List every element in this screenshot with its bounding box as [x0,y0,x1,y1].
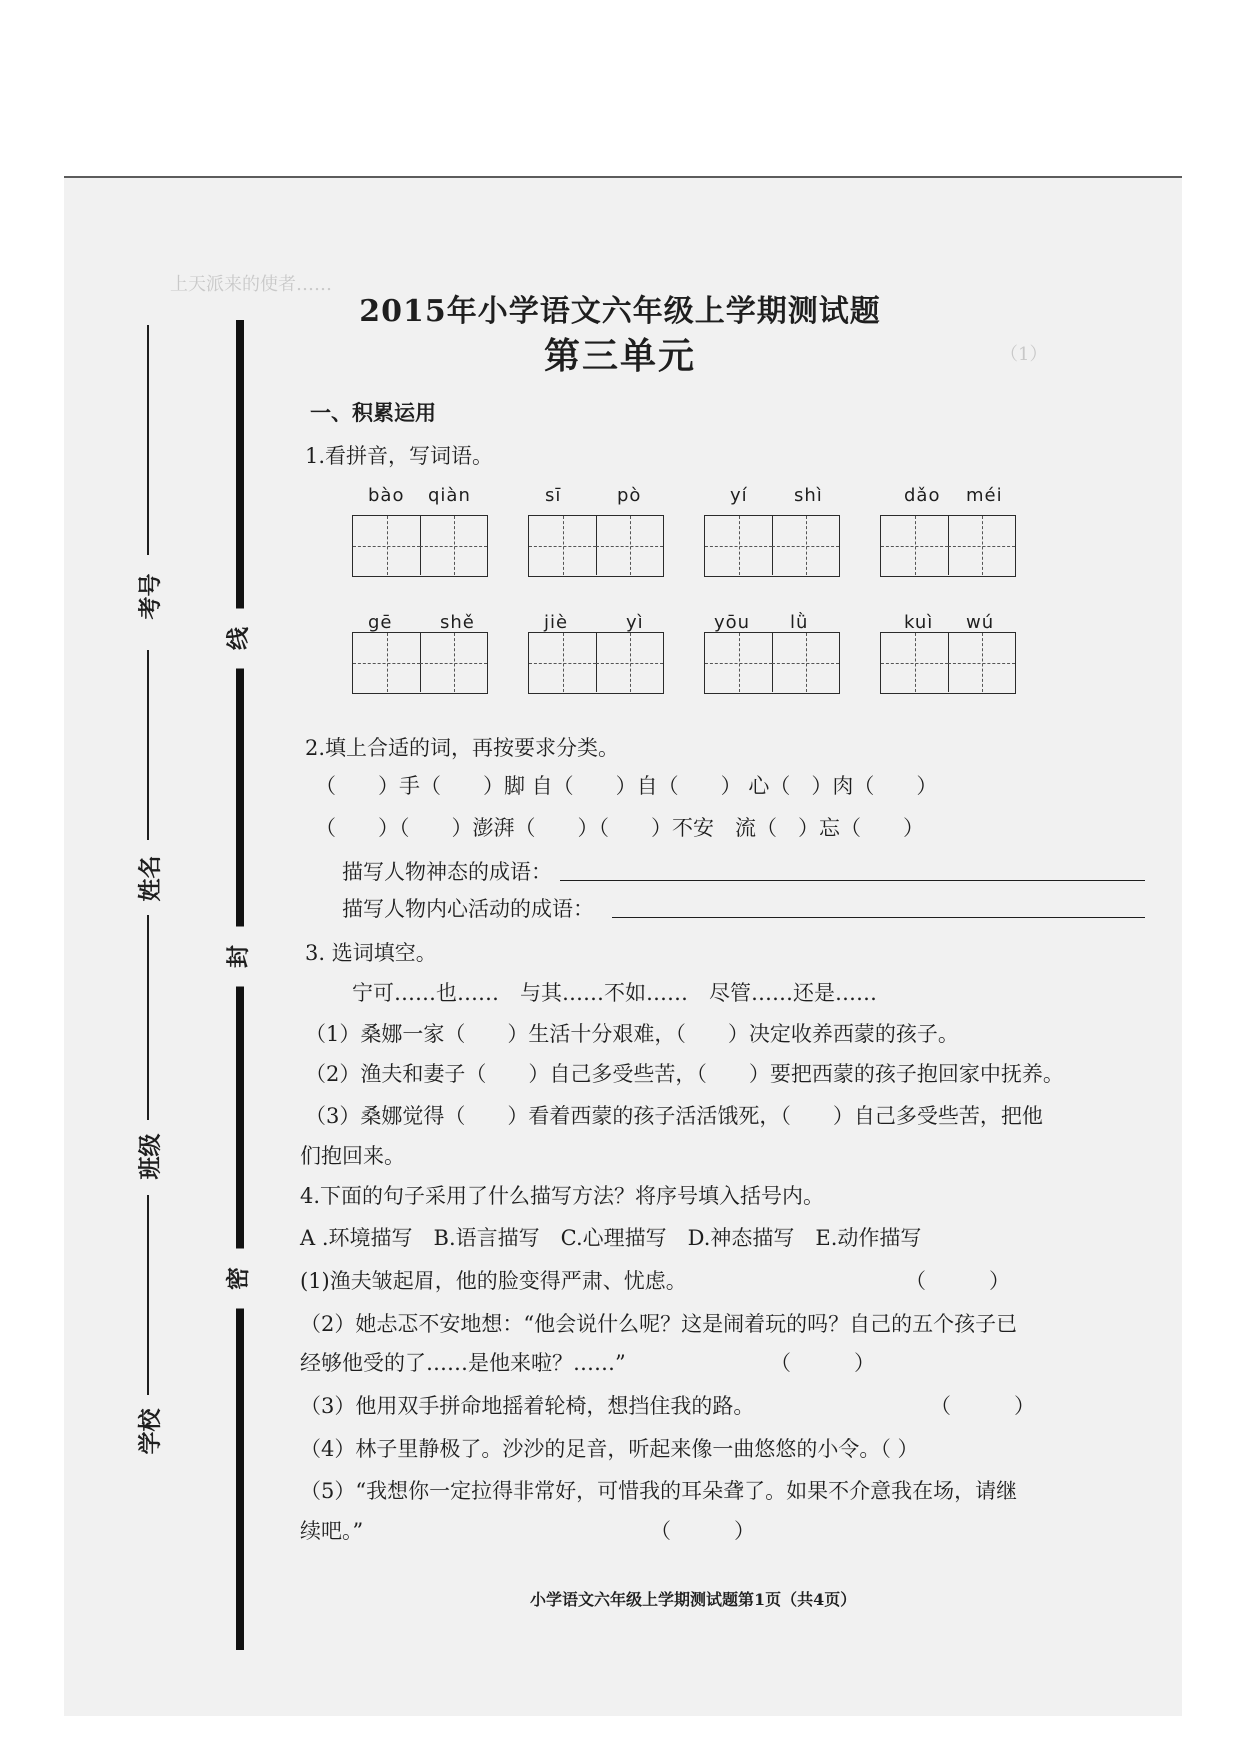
q4-answer-bracket-1[interactable]: （ ） [905,1269,1010,1293]
q4-options: A .环境描写 B.语言描写 C.心理描写 D.神态描写 E.动作描写 [300,1226,922,1250]
q3-item-3[interactable]: （3）桑娜觉得（ ）看着西蒙的孩子活活饿死，（ ）自己多受些苦，把他 [305,1104,1043,1128]
q3-options: 宁可……也…… 与其……不如…… 尽管……还是…… [352,981,877,1005]
q4-item-5-cont: 续吧。” [300,1519,364,1543]
writing-grid[interactable] [704,515,840,577]
q2-prompt: 2.填上合适的词，再按要求分类。 [305,736,620,760]
bleed-text: 上天派来的使者…… [170,274,332,295]
pinyin: gē [368,612,393,633]
pinyin: yì [626,612,644,633]
q2-line1[interactable]: （ ）手（ ）脚 自（ ）自（ ） 心（ ）肉（ ） [315,774,938,798]
q3-prompt: 3. 选词填空。 [305,941,437,965]
seal-secret-char: 密 [220,1249,253,1309]
q4-item-5: （5）“我想你一定拉得非常好，可惜我的耳朵聋了。如果不介意我在场，请继 [300,1479,1018,1503]
q2-answer-line-1[interactable] [560,880,1145,881]
page-title: 2015年小学语文六年级上学期测试题 [359,294,881,329]
school-blank[interactable] [147,1195,149,1395]
pinyin: bào [368,485,405,506]
name-blank[interactable] [147,650,149,840]
q4-answer-bracket-5[interactable]: （ ） [650,1519,755,1543]
q2-category-1: 描写人物神态的成语： [342,860,552,884]
unit-title: 第三单元 [543,335,696,377]
school-label: 学校 [136,1408,164,1455]
q3-item-3-cont: 们抱回来。 [300,1144,405,1168]
pinyin: méi [966,485,1003,506]
page-footer: 小学语文六年级上学期测试题第1页（共4页） [530,1590,857,1609]
exam-no-label: 考号 [136,573,164,620]
pinyin: yí [730,485,748,506]
q4-item-3: （3）他用双手拼命地摇着轮椅，想挡住我的路。 [300,1394,755,1418]
pinyin: wú [966,612,995,633]
writing-grid[interactable] [528,632,664,694]
class-blank[interactable] [147,915,149,1120]
q1-prompt: 1.看拼音，写词语。 [305,444,494,468]
q4-prompt: 4.下面的句子采用了什么描写方法？将序号填入括号内。 [300,1184,825,1208]
pinyin: yōu [714,612,751,633]
seal-line-char: 线 [220,609,253,669]
pinyin: sī [545,485,562,506]
pinyin: dǎo [904,485,941,506]
pinyin: shě [440,612,475,633]
q2-line2[interactable]: （ ）（ ）澎湃（ ）（ ）不安 流（ ）忘（ ） [315,816,924,840]
section-heading: 一、积累运用 [310,400,436,425]
pinyin: jiè [544,612,569,633]
pinyin: pò [617,485,642,506]
writing-grid[interactable] [352,515,488,577]
q4-item-4[interactable]: （4）林子里静极了。沙沙的足音，听起来像一曲悠悠的小令。（ ） [300,1437,919,1461]
writing-grid[interactable] [880,515,1016,577]
name-label: 姓名 [136,855,164,902]
q2-category-2: 描写人物内心活动的成语： [342,897,594,921]
pinyin: shì [794,485,823,506]
q3-item-2[interactable]: （2）渔夫和妻子（ ）自己多受些苦，（ ）要把西蒙的孩子抱回家中抚养。 [305,1062,1064,1086]
writing-grid[interactable] [880,632,1016,694]
pinyin: kuì [904,612,934,633]
writing-grid[interactable] [528,515,664,577]
q2-answer-line-2[interactable] [612,917,1145,918]
pinyin: qiàn [428,485,471,506]
bleed-text: （1） [1000,344,1048,365]
pinyin: lǜ [790,612,809,633]
sheet-top-edge [64,176,1182,178]
class-label: 班级 [136,1133,164,1180]
writing-grid[interactable] [704,632,840,694]
q4-item-2-cont: 经够他受的了……是他来啦？……” [300,1351,626,1375]
writing-grid[interactable] [352,632,488,694]
q4-answer-bracket-2[interactable]: （ ） [770,1351,875,1375]
q4-answer-bracket-3[interactable]: （ ） [930,1394,1035,1418]
q3-item-1[interactable]: （1）桑娜一家（ ）生活十分艰难，（ ）决定收养西蒙的孩子。 [305,1022,959,1046]
seal-seal-char: 封 [220,927,253,987]
q4-item-1: (1)渔夫皱起眉，他的脸变得严肃、忧虑。 [300,1269,687,1293]
q4-item-2: （2）她忐忑不安地想：“他会说什么呢？这是闹着玩的吗？自己的五个孩子已 [300,1312,1018,1336]
